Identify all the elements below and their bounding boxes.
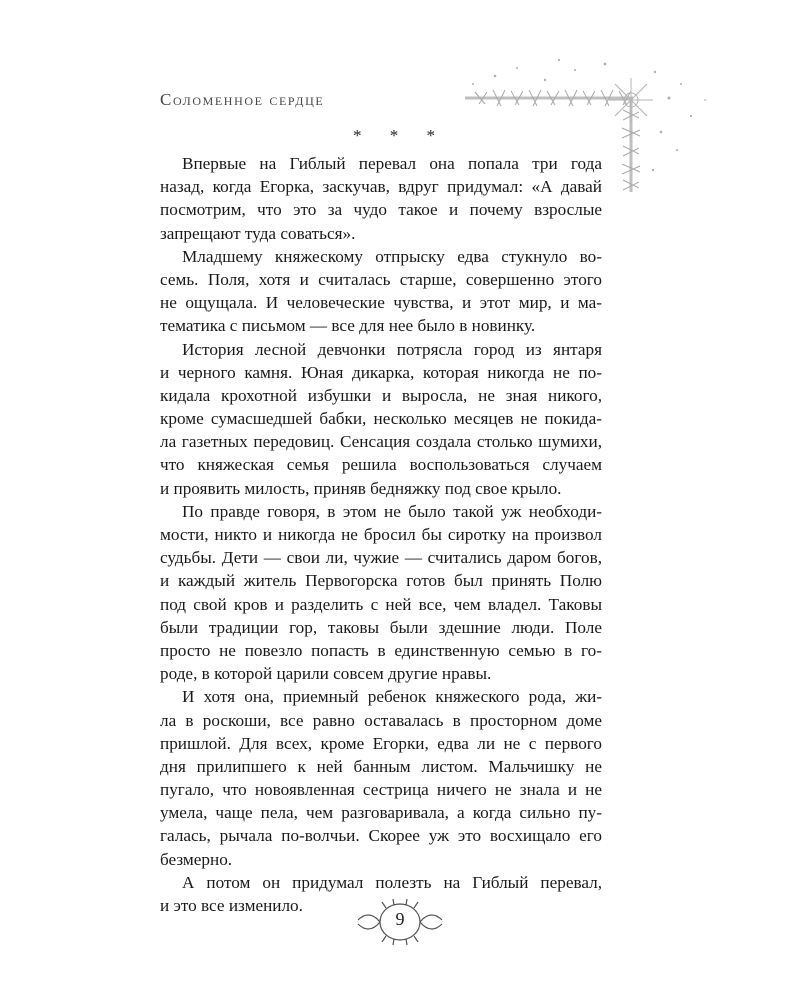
page-number: 9 (395, 909, 405, 929)
text-line: пугало, что новоявленная сестрица ничего не знала и не (160, 780, 602, 800)
text-line: мости, никто и никогда не бросил бы сиротку на произвол (160, 525, 602, 544)
text-line: и каждый житель Первогорска готов был принять Полю (160, 571, 602, 591)
text-line: ла в роскоши, все равно оставалась в просторном доме (160, 710, 602, 730)
text-line: роде, в которой царили совсем другие нравы. (160, 664, 492, 684)
text-line: кидала крохотной избушки и выросла, не зная никого, (160, 385, 602, 405)
running-title: Соломенное сердце (160, 90, 325, 109)
text-line: Младшему княжескому отпрыску едва стукнуло во- (182, 246, 602, 266)
text-line: безмерно. (160, 849, 233, 869)
section-break-asterism: * * * (353, 126, 447, 145)
body-text (160, 152, 602, 917)
text-line: умела, чаще пела, чем разговаривала, а когда сильно пу- (160, 803, 602, 823)
text-line: запрещают туда соваться». (160, 223, 356, 243)
text-line: По правде говоря, в этом не было такой уж необходи- (182, 501, 602, 521)
text-line: посмотрим, что это за чудо такое и почему взрослые (160, 200, 602, 220)
text-line: дня прилипшего к ней банным листом. Мальчишку не (160, 756, 602, 776)
text-line: были традиции гор, таковы были здешние люди. Поле (160, 617, 602, 637)
text-line: История лесной девчонки потрясла город из янтаря (182, 339, 602, 359)
text-line: галась, рычала по-волчьи. Скорее уж это восхищало его (160, 826, 602, 846)
text-line: не ощущала. И человеческие чувства, и этот мир, и ма- (160, 293, 602, 313)
text-line: и проявить милость, приняв бедняжку под свое крыло. (160, 478, 562, 498)
text-line: под свой кров и разделить с ней все, чем владел. Таковы (160, 594, 602, 614)
text-line: назад, когда Егорка, заскучав, вдруг придумал: «А давай (160, 177, 602, 197)
text-line: кроме сумасшедшей бабки, несколько месяцев не покида- (160, 409, 602, 429)
text-line: А потом он придумал полезть на Гиблый перевал, (182, 872, 602, 892)
text-line: что княжеская семья решила воспользоваться случаем (160, 455, 602, 475)
page-number-ornament (350, 896, 450, 948)
text-line: пришлой. Для всех, кроме Егорки, едва ли не с первого (160, 733, 602, 753)
text-line: Впервые на Гиблый перевал она попала три года (182, 154, 602, 173)
text-line: тематика с письмом — все для нее было в новинку. (160, 316, 536, 336)
text-line: и черного камня. Юная дикарка, которая никогда не по- (160, 362, 602, 382)
text-line: и это все изменило. (160, 896, 303, 915)
text-line: И хотя она, приемный ребенок княжеского рода, жи- (182, 687, 602, 707)
text-line: ла газетных передовиц. Сенсация создала столько шумихи, (160, 432, 602, 452)
text-line: семь. Поля, хотя и считалась старше, совершенно этого (160, 269, 602, 289)
text-line: судьбы. Дети — свои ли, чужие — считались даром богов, (160, 548, 602, 568)
text-line: просто не повезло попасть в единственную семью в го- (160, 640, 602, 660)
